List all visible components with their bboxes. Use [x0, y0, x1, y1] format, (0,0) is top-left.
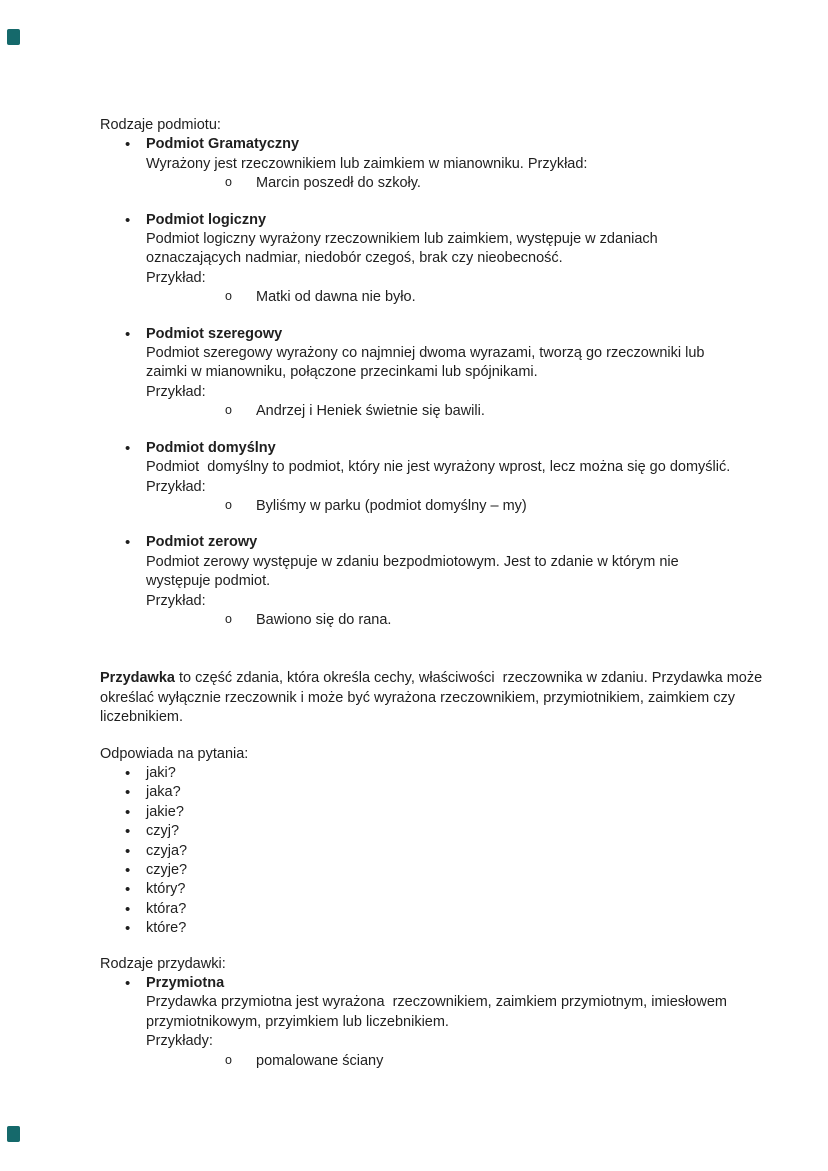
- podmiot-item-zerowy: [100, 533, 810, 630]
- example-text: Byliśmy w parku (podmiot domyślny – my): [256, 497, 527, 514]
- item-title: Podmiot logiczny: [146, 211, 267, 228]
- question-text: jaki?: [146, 764, 176, 781]
- question-item: [100, 842, 810, 861]
- item-title: Podmiot Gramatyczny: [146, 136, 300, 153]
- document-content: [100, 116, 810, 1071]
- question-item: [100, 803, 810, 822]
- bullet-icon: •: [125, 325, 131, 343]
- example-label: Przykład:: [146, 383, 206, 400]
- example-row: [146, 402, 810, 421]
- item-body-line: występuje podmiot.: [146, 573, 271, 590]
- paragraph-text: to część zdania, która określa cechy, właściwości rzeczownika w zdaniu. Przydawka może: [174, 670, 763, 687]
- podmiot-item-domyslny: [100, 439, 810, 517]
- bullet-icon: •: [125, 920, 131, 938]
- heading-rodzaje-przydawki: Rodzaje przydawki:: [100, 955, 226, 972]
- list-item: [100, 211, 810, 308]
- question-text: które?: [146, 920, 187, 937]
- item-body-line: Podmiot szeregowy wyrażony co najmniej dwoma wyrazami, tworzą go rzeczowniki lub: [146, 345, 705, 362]
- bullet-icon: •: [125, 136, 131, 154]
- item-body-line: Podmiot logiczny wyrażony rzeczownikiem lub zaimkiem, występuje w zdaniach: [146, 231, 658, 248]
- item-title: Podmiot domyślny: [146, 439, 276, 456]
- list-item: [100, 533, 810, 630]
- item-body-line: Podmiot zerowy występuje w zdaniu bezpodmiotowym. Jest to zdanie w którym nie: [146, 553, 679, 570]
- question-text: jaka?: [146, 784, 181, 801]
- przydawka-type-przymiotna: [100, 974, 810, 1071]
- list-item: [100, 325, 810, 422]
- circle-bullet-icon: o: [225, 289, 232, 304]
- item-title: Podmiot zerowy: [146, 534, 258, 551]
- question-item: [100, 861, 810, 880]
- example-row: [146, 611, 810, 630]
- question-item: [100, 783, 810, 802]
- bullet-icon: •: [125, 823, 131, 841]
- question-text: która?: [146, 900, 187, 917]
- example-row: [146, 497, 810, 516]
- example-row: [146, 288, 810, 307]
- list-item: [100, 439, 810, 517]
- item-body-line: Przydawka przymiotna jest wyrażona rzeczownikiem, zaimkiem przymiotnym, imiesłowem: [146, 994, 727, 1011]
- bullet-icon: •: [125, 900, 131, 918]
- example-label: Przykład:: [146, 478, 206, 495]
- question-text: jakie?: [146, 803, 184, 820]
- corner-mark-top-icon: [7, 29, 20, 45]
- circle-bullet-icon: o: [225, 611, 232, 626]
- example-row: [146, 174, 810, 193]
- question-item: [100, 900, 810, 919]
- heading-rodzaje-podmiotu: Rodzaje podmiotu:: [100, 117, 221, 133]
- question-text: który?: [146, 881, 186, 898]
- podmiot-item-szeregowy: [100, 325, 810, 422]
- przydawka-paragraph: [100, 669, 810, 727]
- paragraph-line: [100, 669, 810, 688]
- question-text: czyj?: [146, 823, 180, 840]
- corner-mark-bottom-icon: [7, 1126, 20, 1142]
- item-title: Podmiot szeregowy: [146, 325, 283, 342]
- bullet-icon: •: [125, 439, 131, 457]
- bullet-icon: •: [125, 764, 131, 782]
- heading-odpowiada-na-pytania: Odpowiada na pytania:: [100, 745, 249, 762]
- bullet-icon: •: [125, 881, 131, 899]
- przydawka-bold-lead: Przydawka: [100, 670, 175, 687]
- example-text: pomalowane ściany: [256, 1052, 384, 1069]
- item-body-line: zaimki w mianowniku, połączone przecinkami lub spójnikami.: [146, 364, 538, 381]
- item-body-line: Podmiot domyślny to podmiot, który nie jest wyrażony wprost, lecz można się go domyślić.: [146, 459, 731, 476]
- bullet-icon: •: [125, 803, 131, 821]
- item-title: Przymiotna: [146, 975, 225, 992]
- circle-bullet-icon: o: [225, 175, 232, 190]
- question-item: [100, 880, 810, 899]
- bullet-icon: •: [125, 842, 131, 860]
- item-body-line: oznaczających nadmiar, niedobór czegoś, brak czy nieobecność.: [146, 250, 563, 267]
- example-text: Matki od dawna nie było.: [256, 289, 416, 306]
- bullet-icon: •: [125, 534, 131, 552]
- podmiot-item-gramatyczny: [100, 135, 810, 193]
- list-item: [100, 974, 810, 1071]
- question-item: [100, 764, 810, 783]
- question-text: czyje?: [146, 862, 188, 878]
- list-item: [100, 135, 810, 193]
- example-text: Marcin poszedł do szkoły.: [256, 175, 421, 192]
- circle-bullet-icon: o: [225, 497, 232, 512]
- circle-bullet-icon: o: [225, 1052, 232, 1067]
- example-label: Przykład:: [146, 269, 206, 286]
- question-item: [100, 822, 810, 841]
- bullet-icon: •: [125, 862, 131, 879]
- bullet-icon: •: [125, 211, 131, 229]
- podmiot-item-logiczny: [100, 211, 810, 308]
- bullet-icon: •: [125, 975, 131, 993]
- item-body-line: Wyrażony jest rzeczownikiem lub zaimkiem w mianowniku. Przykład:: [146, 155, 588, 172]
- paragraph-line: określać wyłącznie rzeczownik i może być wyrażona rzeczownikiem, przymiotnikiem, zaimkiem czy: [100, 689, 735, 706]
- example-text: Andrzej i Heniek świetnie się bawili.: [256, 403, 485, 420]
- question-text: czyja?: [146, 842, 188, 859]
- example-label: Przykład:: [146, 592, 206, 609]
- question-item: [100, 919, 810, 938]
- examples-label: Przykłady:: [146, 1033, 213, 1050]
- example-row: [146, 1052, 810, 1071]
- circle-bullet-icon: o: [225, 403, 232, 418]
- item-body-line: przymiotnikowym, przyimkiem lub liczebnikiem.: [146, 1013, 449, 1030]
- bullet-icon: •: [125, 784, 131, 802]
- example-text: Bawiono się do rana.: [256, 611, 392, 628]
- paragraph-line: liczebnikiem.: [100, 709, 183, 726]
